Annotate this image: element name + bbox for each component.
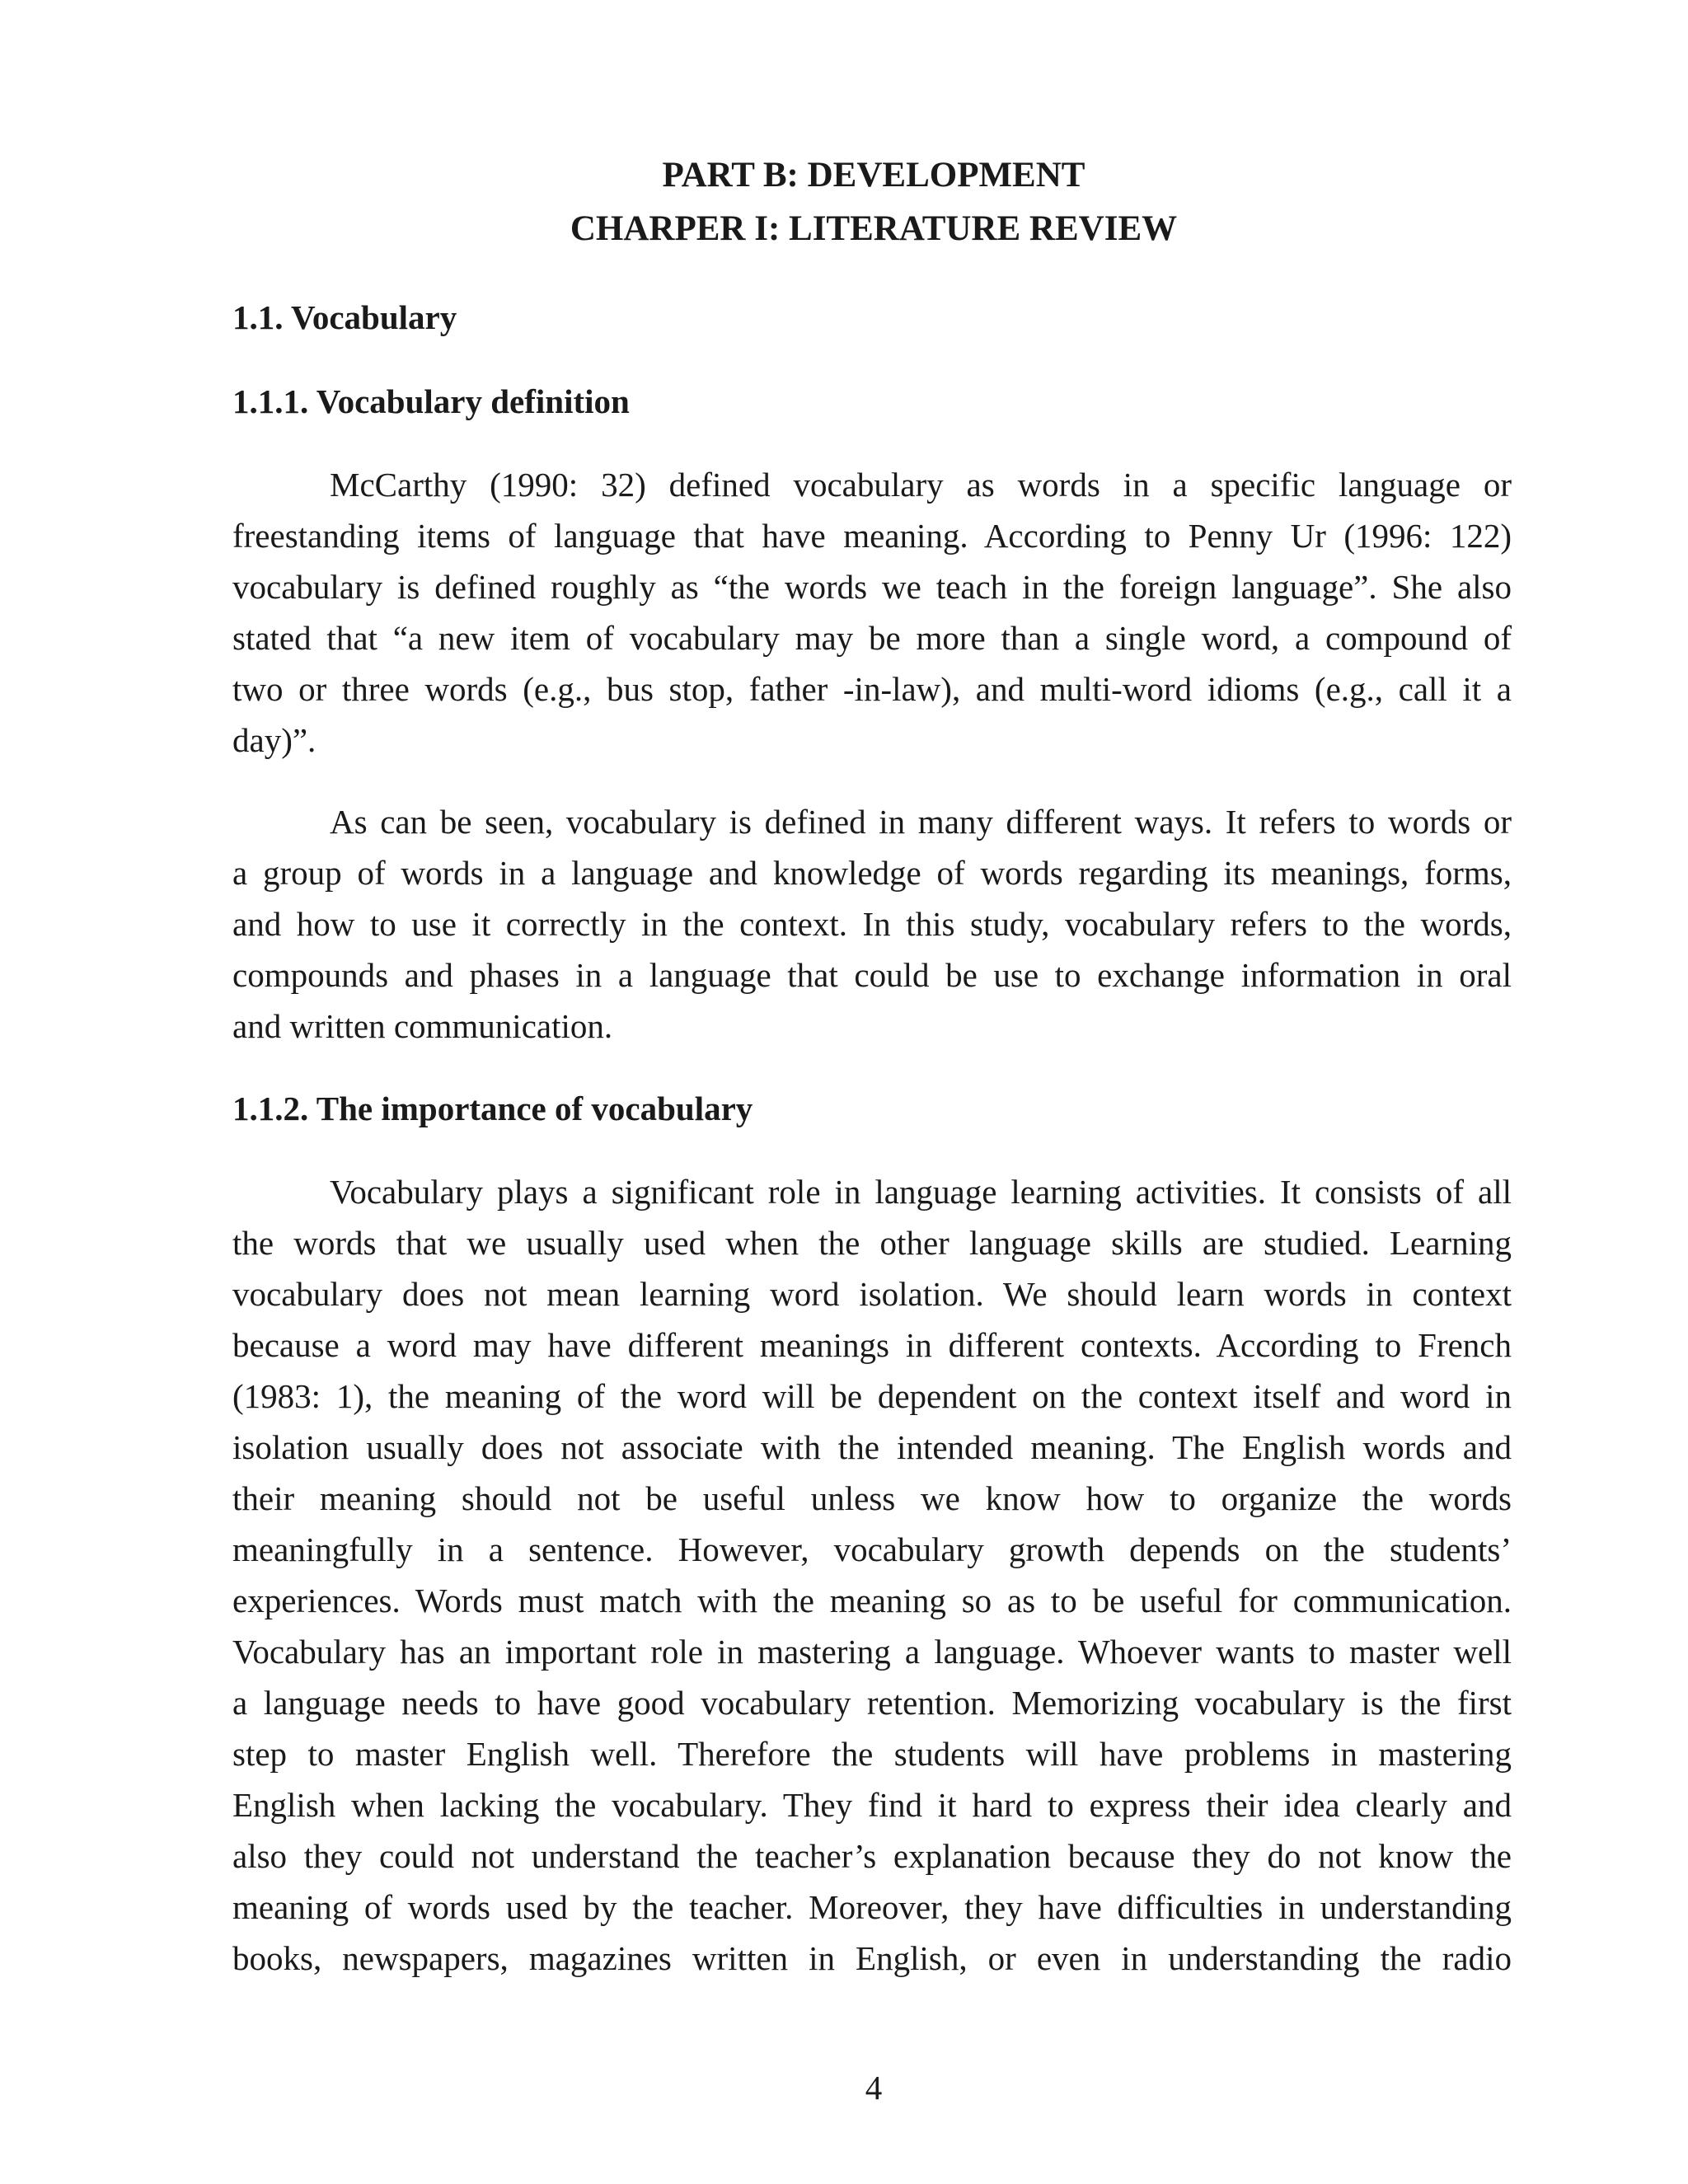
page-number: 4 — [865, 2069, 883, 2107]
paragraph-line: step to master English well. Therefore the students will have problems in mastering — [232, 1735, 1512, 1773]
paragraph-line: McCarthy (1990: 32) defined vocabulary as words in a specific language or — [330, 466, 1512, 504]
paragraph-vocabulary-summary — [232, 796, 1512, 1052]
paragraph-line: their meaning should not be useful unless we know how to organize the words — [232, 1479, 1512, 1517]
paragraph-line: stated that “a new item of vocabulary may be more than a single word, a compound of — [232, 619, 1512, 657]
paragraph-line: because a word may have different meanings in different contexts. According to French — [232, 1326, 1512, 1364]
chapter-title: CHARPER I: LITERATURE REVIEW — [570, 209, 1178, 248]
paragraph-line: also they could not understand the teacher’s explanation because they do not know the — [232, 1837, 1512, 1875]
paragraph-line: Vocabulary plays a significant role in language learning activities. It consists of all — [330, 1173, 1512, 1211]
paragraph-line: a group of words in a language and knowledge of words regarding its meanings, forms, — [232, 854, 1512, 892]
subsection-heading-definition: 1.1.1. Vocabulary definition — [232, 382, 630, 420]
paragraph-line: freestanding items of language that have meaning. According to Penny Ur (1996: 122) — [232, 517, 1512, 555]
paragraph-line: day)”. — [232, 721, 316, 759]
paragraph-line: vocabulary is defined roughly as “the words we teach in the foreign language”. She also — [232, 568, 1512, 606]
paragraph-line: and how to use it correctly in the context. In this study, vocabulary refers to the words, — [232, 905, 1512, 943]
paragraph-line: two or three words (e.g., bus stop, father -in-law), and multi-word idioms (e.g., call it a — [232, 670, 1512, 708]
paragraph-vocabulary-definition — [232, 459, 1512, 766]
paragraph-line: Vocabulary has an important role in mastering a language. Whoever wants to master well — [232, 1633, 1512, 1671]
paragraph-line: meaning of words used by the teacher. Moreover, they have difficulties in understanding — [232, 1888, 1512, 1926]
paragraph-line: English when lacking the vocabulary. They find it hard to express their idea clearly and — [232, 1786, 1512, 1824]
paragraph-line: experiences. Words must match with the meaning so as to be useful for communication. — [232, 1582, 1512, 1619]
section-heading-vocabulary: 1.1. Vocabulary — [232, 298, 457, 336]
paragraph-line: (1983: 1), the meaning of the word will be dependent on the context itself and word in — [232, 1377, 1512, 1415]
subsection-heading-importance: 1.1.2. The importance of vocabulary — [232, 1090, 753, 1127]
paragraph-line: meaningfully in a sentence. However, vocabulary growth depends on the students’ — [232, 1530, 1512, 1568]
paragraph-line: vocabulary does not mean learning word isolation. We should learn words in context — [232, 1275, 1512, 1313]
paragraph-line: books, newspapers, magazines written in English, or even in understanding the radio — [232, 1939, 1512, 1977]
part-title: PART B: DEVELOPMENT — [662, 156, 1085, 194]
paragraph-line: isolation usually does not associate with the intended meaning. The English words and — [232, 1428, 1512, 1466]
paragraph-line: a language needs to have good vocabulary retention. Memorizing vocabulary is the first — [232, 1684, 1512, 1722]
paragraph-line: As can be seen, vocabulary is defined in many different ways. It refers to words or — [330, 803, 1512, 841]
paragraph-line: and written communication. — [232, 1007, 613, 1045]
paragraph-line: the words that we usually used when the other language skills are studied. Learning — [232, 1224, 1512, 1262]
paragraph-vocabulary-importance — [232, 1166, 1512, 1984]
paragraph-line: compounds and phases in a language that could be use to exchange information in oral — [232, 956, 1512, 994]
